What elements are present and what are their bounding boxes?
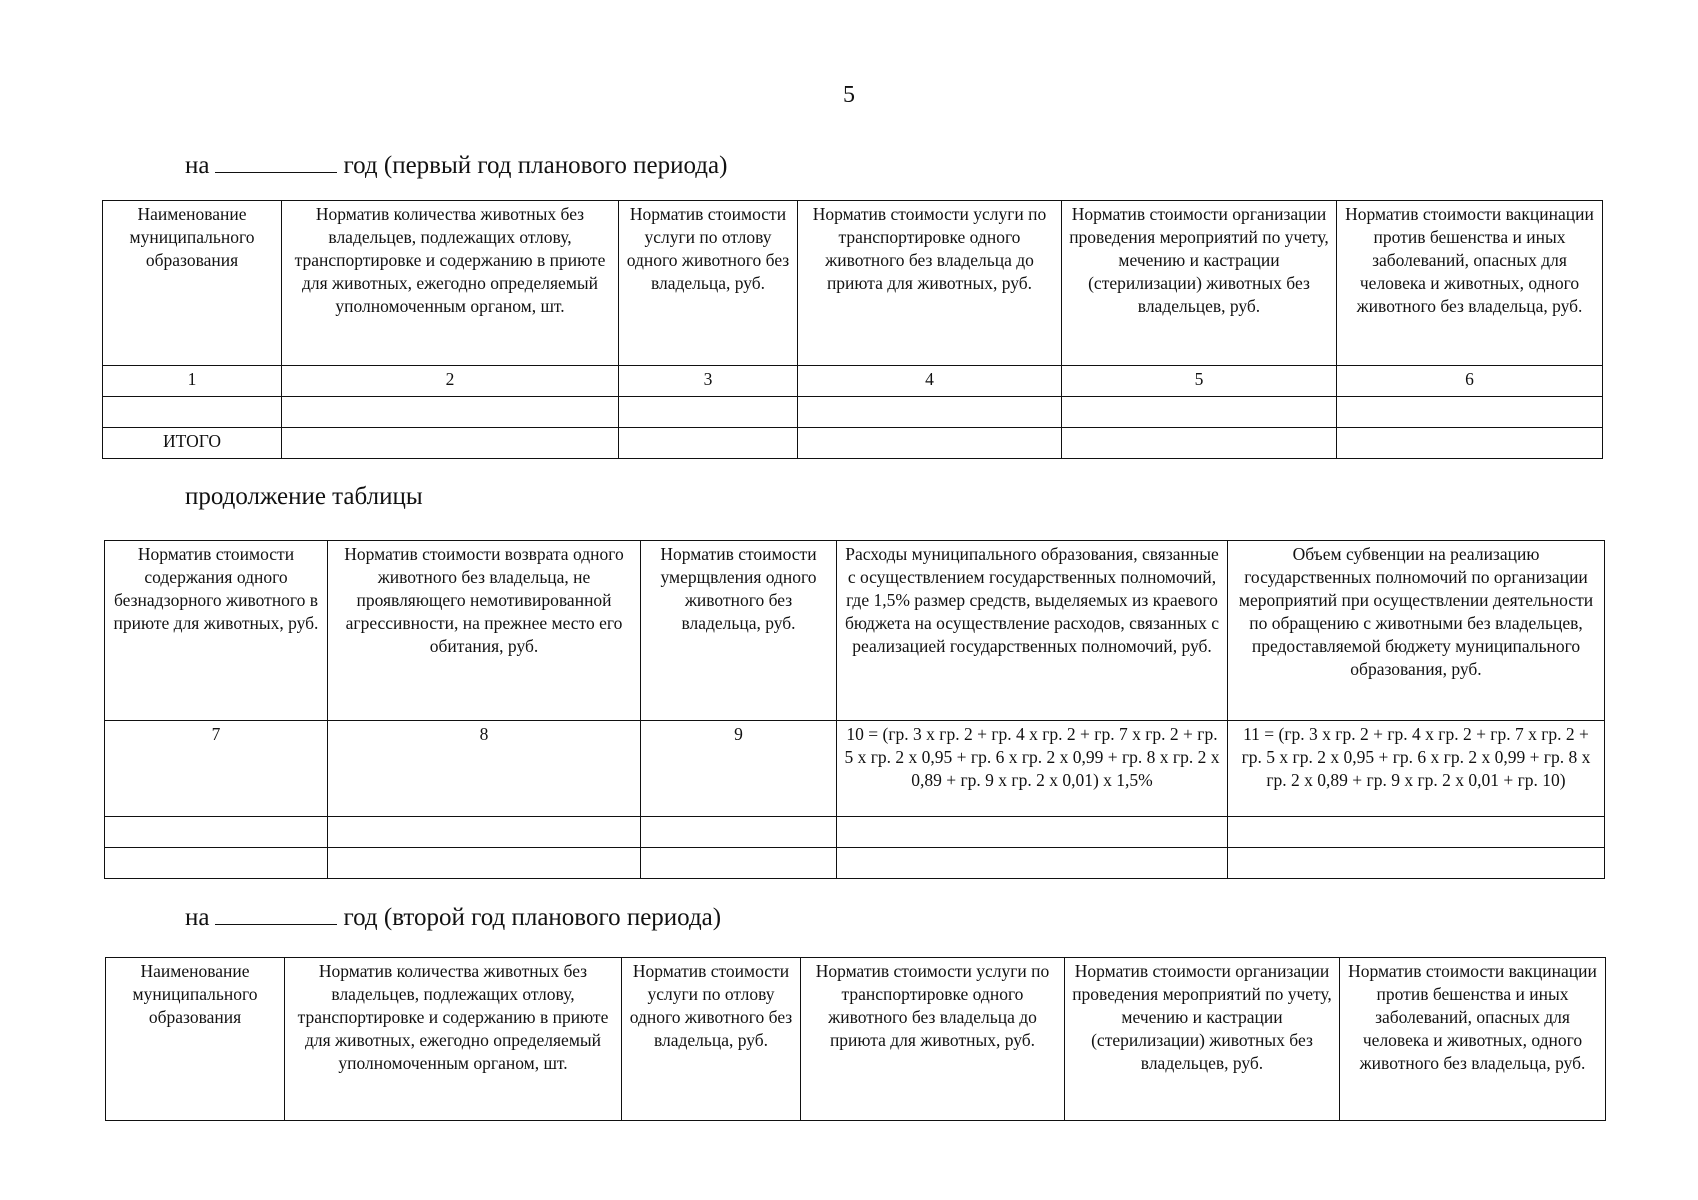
empty-cell	[619, 397, 798, 428]
empty-cell	[103, 397, 282, 428]
header-cell: Норматив стоимости вакцинации против бешенства и иных заболеваний, опасных для человека и животных, одного животного без владельца, руб.	[1340, 958, 1606, 1121]
empty-cell	[105, 817, 328, 848]
year-blank-line	[215, 150, 337, 173]
section1-suffix: год (первый год планового периода)	[343, 152, 728, 179]
empty-cell	[328, 817, 641, 848]
empty-cell	[1337, 397, 1603, 428]
empty-cell	[837, 848, 1228, 879]
header-cell: Норматив стоимости услуги по транспортировке одного животного без владельца до приюта для животных, руб.	[801, 958, 1065, 1121]
header-cell: Норматив стоимости услуги по транспортировке одного животного без владельца до приюта для животных, руб.	[798, 201, 1062, 366]
empty-cell	[105, 848, 328, 879]
empty-cell	[1228, 817, 1605, 848]
header-cell: Норматив стоимости содержания одного безнадзорного животного в приюте для животных, руб.	[105, 541, 328, 721]
empty-cell	[282, 428, 619, 459]
table-header-row	[105, 541, 1605, 721]
section1-heading	[185, 150, 727, 180]
empty-cell	[798, 428, 1062, 459]
section1-prefix: на	[185, 152, 210, 179]
header-cell: Объем субвенции на реализацию государственных полномочий по организации мероприятий при осуществлении деятельности по обращению с животными без владельцев, предоставляемой бюджету муниципального образования, руб.	[1228, 541, 1605, 721]
formula-cell: 11 = (гр. 3 x гр. 2 + гр. 4 x гр. 2 + гр. 7 x гр. 2 + гр. 5 x гр. 2 x 0,95 + гр. 6 x гр. 2 x 0,99 + гр. 8 x гр. 2 x 0,89 + гр. 9 x гр. 2 x 0,01 + гр. 10)	[1228, 721, 1605, 817]
table-header-row	[103, 201, 1603, 366]
column-number: 8	[328, 721, 641, 817]
empty-cell	[619, 428, 798, 459]
empty-cell	[641, 848, 837, 879]
empty-cell	[1062, 428, 1337, 459]
table-first-year	[102, 200, 1603, 459]
table-row	[103, 397, 1603, 428]
empty-cell	[798, 397, 1062, 428]
column-number: 9	[641, 721, 837, 817]
empty-cell	[1228, 848, 1605, 879]
header-cell: Норматив стоимости услуги по отлову одного животного без владельца, руб.	[619, 201, 798, 366]
table-row	[105, 817, 1605, 848]
empty-cell	[641, 817, 837, 848]
column-number-row	[105, 721, 1605, 817]
total-row	[103, 428, 1603, 459]
total-label: ИТОГО	[103, 428, 282, 459]
column-number: 5	[1062, 366, 1337, 397]
header-cell: Норматив стоимости возврата одного животного без владельца, не проявляющего немотивированной агрессивности, на прежнее место его обитания, руб.	[328, 541, 641, 721]
header-cell: Норматив количества животных без владельцев, подлежащих отлову, транспортировке и содержанию в приюте для животных, ежегодно определяемый уполномоченным органом, шт.	[285, 958, 622, 1121]
header-cell: Норматив стоимости организации проведения мероприятий по учету, мечению и кастрации (стерилизации) животных без владельцев, руб.	[1062, 201, 1337, 366]
column-number: 7	[105, 721, 328, 817]
section2-heading: продолжение таблицы	[185, 483, 423, 510]
header-cell: Норматив стоимости умерщвления одного животного без владельца, руб.	[641, 541, 837, 721]
header-cell: Норматив стоимости услуги по отлову одного животного без владельца, руб.	[622, 958, 801, 1121]
column-number: 4	[798, 366, 1062, 397]
empty-cell	[328, 848, 641, 879]
formula-cell: 10 = (гр. 3 x гр. 2 + гр. 4 x гр. 2 + гр. 7 x гр. 2 + гр. 5 x гр. 2 x 0,95 + гр. 6 x гр. 2 x 0,99 + гр. 8 x гр. 2 x 0,89 + гр. 9 x гр. 2 x 0,01) x 1,5%	[837, 721, 1228, 817]
section3-heading	[185, 902, 721, 932]
column-number: 3	[619, 366, 798, 397]
header-cell: Норматив стоимости вакцинации против бешенства и иных заболеваний, опасных для человека и животных, одного животного без владельца, руб.	[1337, 201, 1603, 366]
year-blank-line	[215, 902, 337, 925]
header-cell: Наименование муниципального образования	[103, 201, 282, 366]
column-number-row	[103, 366, 1603, 397]
header-cell: Расходы муниципального образования, связанные с осуществлением государственных полномочий, где 1,5% размер средств, выделяемых из краевого бюджета на осуществление расходов, связанных с реализацией государственных полномочий, руб.	[837, 541, 1228, 721]
empty-cell	[282, 397, 619, 428]
table-row	[105, 848, 1605, 879]
table-second-year	[105, 957, 1606, 1121]
table-header-row	[106, 958, 1606, 1121]
column-number: 2	[282, 366, 619, 397]
header-cell: Норматив количества животных без владельцев, подлежащих отлову, транспортировке и содержанию в приюте для животных, ежегодно определяемый уполномоченным органом, шт.	[282, 201, 619, 366]
section3-suffix: год (второй год планового периода)	[343, 904, 722, 931]
column-number: 6	[1337, 366, 1603, 397]
header-cell: Наименование муниципального образования	[106, 958, 285, 1121]
empty-cell	[1062, 397, 1337, 428]
page-number: 5	[843, 82, 855, 108]
empty-cell	[837, 817, 1228, 848]
empty-cell	[1337, 428, 1603, 459]
section3-prefix: на	[185, 904, 210, 931]
table-continuation	[104, 540, 1605, 879]
column-number: 1	[103, 366, 282, 397]
header-cell: Норматив стоимости организации проведения мероприятий по учету, мечению и кастрации (стерилизации) животных без владельцев, руб.	[1065, 958, 1340, 1121]
